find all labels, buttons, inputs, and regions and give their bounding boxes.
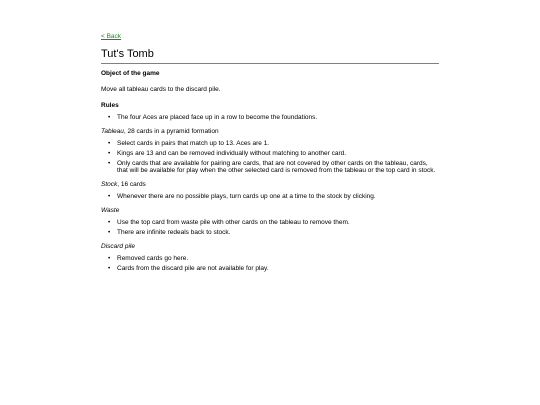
bullet-icon: •	[108, 193, 111, 200]
objective-heading: Object of the game	[101, 70, 160, 77]
tableau-name: Tableau	[101, 128, 124, 135]
bullet-icon: •	[108, 265, 111, 272]
bullet-icon: •	[108, 160, 111, 167]
bullet-icon: •	[108, 140, 111, 147]
discard-list	[101, 255, 439, 272]
rules-page	[101, 25, 439, 275]
list-item: • The four Aces are placed face up in a row to become the foundations.	[108, 114, 318, 121]
bullet-icon: •	[108, 229, 111, 236]
back-link[interactable]: < Back	[101, 33, 122, 40]
bullet-icon: •	[108, 219, 111, 226]
bullet-icon: •	[108, 150, 111, 157]
list-item: • Use the top card from waste pile with other cards on the tableau to remove them.	[108, 219, 350, 226]
tableau-detail: , 28 cards in a pyramid formation	[123, 128, 219, 135]
list-item: • Whenever there are no possible plays, turn cards up one at a time to the stock by clicking.	[108, 193, 376, 200]
rules-intro-list	[101, 114, 439, 121]
tableau-list	[101, 140, 439, 174]
list-item: • Select cards in pairs that match up to 13. Aces are 1.	[108, 140, 270, 147]
discard-name: Discard pile	[101, 243, 135, 250]
page-title: Tut's Tomb	[101, 48, 154, 60]
list-item: • Kings are 13 and can be removed individually without matching to another card.	[108, 150, 347, 157]
discard-heading	[101, 243, 439, 251]
waste-heading	[101, 207, 439, 215]
bullet-icon: •	[108, 255, 111, 262]
waste-name: Waste	[101, 207, 120, 214]
list-item: • Only cards that are available for pairing are cards, that are not covered by other cards on the tableau, cards, that will be available for play when the other selected card is removed from the tableau or the top card in stock.	[108, 160, 436, 174]
list-item: • There are infinite redeals back to stock.	[108, 229, 231, 236]
stock-name: Stock	[101, 181, 118, 188]
stock-list	[101, 193, 439, 200]
stock-heading	[101, 181, 439, 189]
stock-detail: , 16 cards	[117, 181, 146, 188]
title-divider	[101, 63, 439, 64]
waste-list	[101, 219, 439, 236]
bullet-icon: •	[108, 114, 111, 121]
objective-text: Move all tableau cards to the discard pile.	[101, 86, 221, 93]
list-item: • Cards from the discard pile are not available for play.	[108, 265, 269, 272]
tableau-heading	[101, 128, 439, 136]
list-item: • Removed cards go here.	[108, 255, 189, 262]
rules-heading: Rules	[101, 102, 119, 109]
